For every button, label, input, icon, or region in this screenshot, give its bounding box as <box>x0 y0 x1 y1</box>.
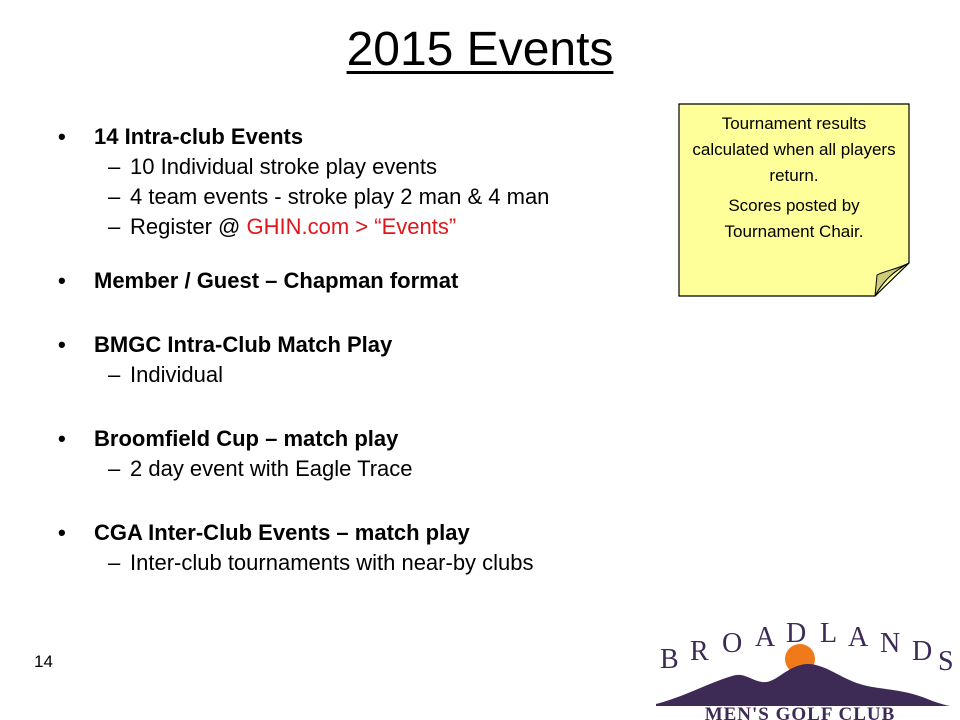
sub-bullet-item <box>58 454 678 484</box>
bullet-marker: • <box>58 124 66 149</box>
mountain-icon <box>656 664 950 706</box>
bullet-item <box>58 424 678 454</box>
bullet-text: Member / Guest – Chapman format <box>94 268 459 293</box>
bullet-item <box>58 122 678 152</box>
sub-bullet-text: Individual <box>130 362 223 387</box>
ghin-link[interactable]: GHIN.com <box>246 214 350 239</box>
logo-letter: O <box>722 628 743 659</box>
register-prefix: Register @ <box>130 214 247 239</box>
dash-marker: – <box>108 214 121 239</box>
bullet-text: CGA Inter-Club Events – match play <box>94 520 470 545</box>
logo-letter: L <box>820 618 838 649</box>
logo-letter: A <box>755 622 776 653</box>
logo-letter: R <box>690 636 709 667</box>
sub-bullet-text: 2 day event with Eagle Trace <box>130 456 413 481</box>
sub-bullet-item <box>58 548 678 578</box>
bullet-marker: • <box>58 268 66 293</box>
dash-marker: – <box>108 184 121 209</box>
bullet-marker: • <box>58 520 66 545</box>
logo-subtitle: MEN'S GOLF CLUB <box>704 704 896 720</box>
sub-bullet-item <box>58 360 678 390</box>
events-suffix: > “Events” <box>349 214 457 239</box>
dash-marker: – <box>108 456 121 481</box>
bullet-text: Broomfield Cup – match play <box>94 426 399 451</box>
sub-bullet-text: Inter-club tournaments with near-by clubs <box>130 550 534 575</box>
sticky-note-text <box>684 111 904 245</box>
bullet-list <box>58 122 678 578</box>
logo-letter: B <box>660 644 679 675</box>
bullet-item <box>58 266 678 296</box>
sub-bullet-item <box>58 212 678 242</box>
logo-letter: N <box>880 628 901 659</box>
logo-letter: S <box>938 646 954 677</box>
dash-marker: – <box>108 362 121 387</box>
dash-marker: – <box>108 550 121 575</box>
sticky-note <box>678 103 910 297</box>
bullet-text: BMGC Intra-Club Match Play <box>94 332 393 357</box>
logo-letter: D <box>786 618 807 649</box>
page-number: 14 <box>34 652 53 671</box>
note-paragraph-1: Tournament results calculated when all players return. <box>692 114 896 185</box>
bullet-text: 14 Intra-club Events <box>94 124 304 149</box>
sub-bullet-text: 10 Individual stroke play events <box>130 154 437 179</box>
sub-bullet-item <box>58 182 678 212</box>
sub-bullet-text: 4 team events - stroke play 2 man & 4 man <box>130 184 550 209</box>
note-paragraph-2: Scores posted by Tournament Chair. <box>724 196 864 241</box>
bullet-item <box>58 330 678 360</box>
bullet-item <box>58 518 678 548</box>
sub-bullet-item <box>58 152 678 182</box>
bullet-marker: • <box>58 332 66 357</box>
dash-marker: – <box>108 154 121 179</box>
broadlands-logo <box>640 610 960 720</box>
logo-letter: A <box>848 622 869 653</box>
bullet-marker: • <box>58 426 66 451</box>
slide-title: 2015 Events <box>346 23 614 76</box>
logo-letter: D <box>912 636 933 667</box>
